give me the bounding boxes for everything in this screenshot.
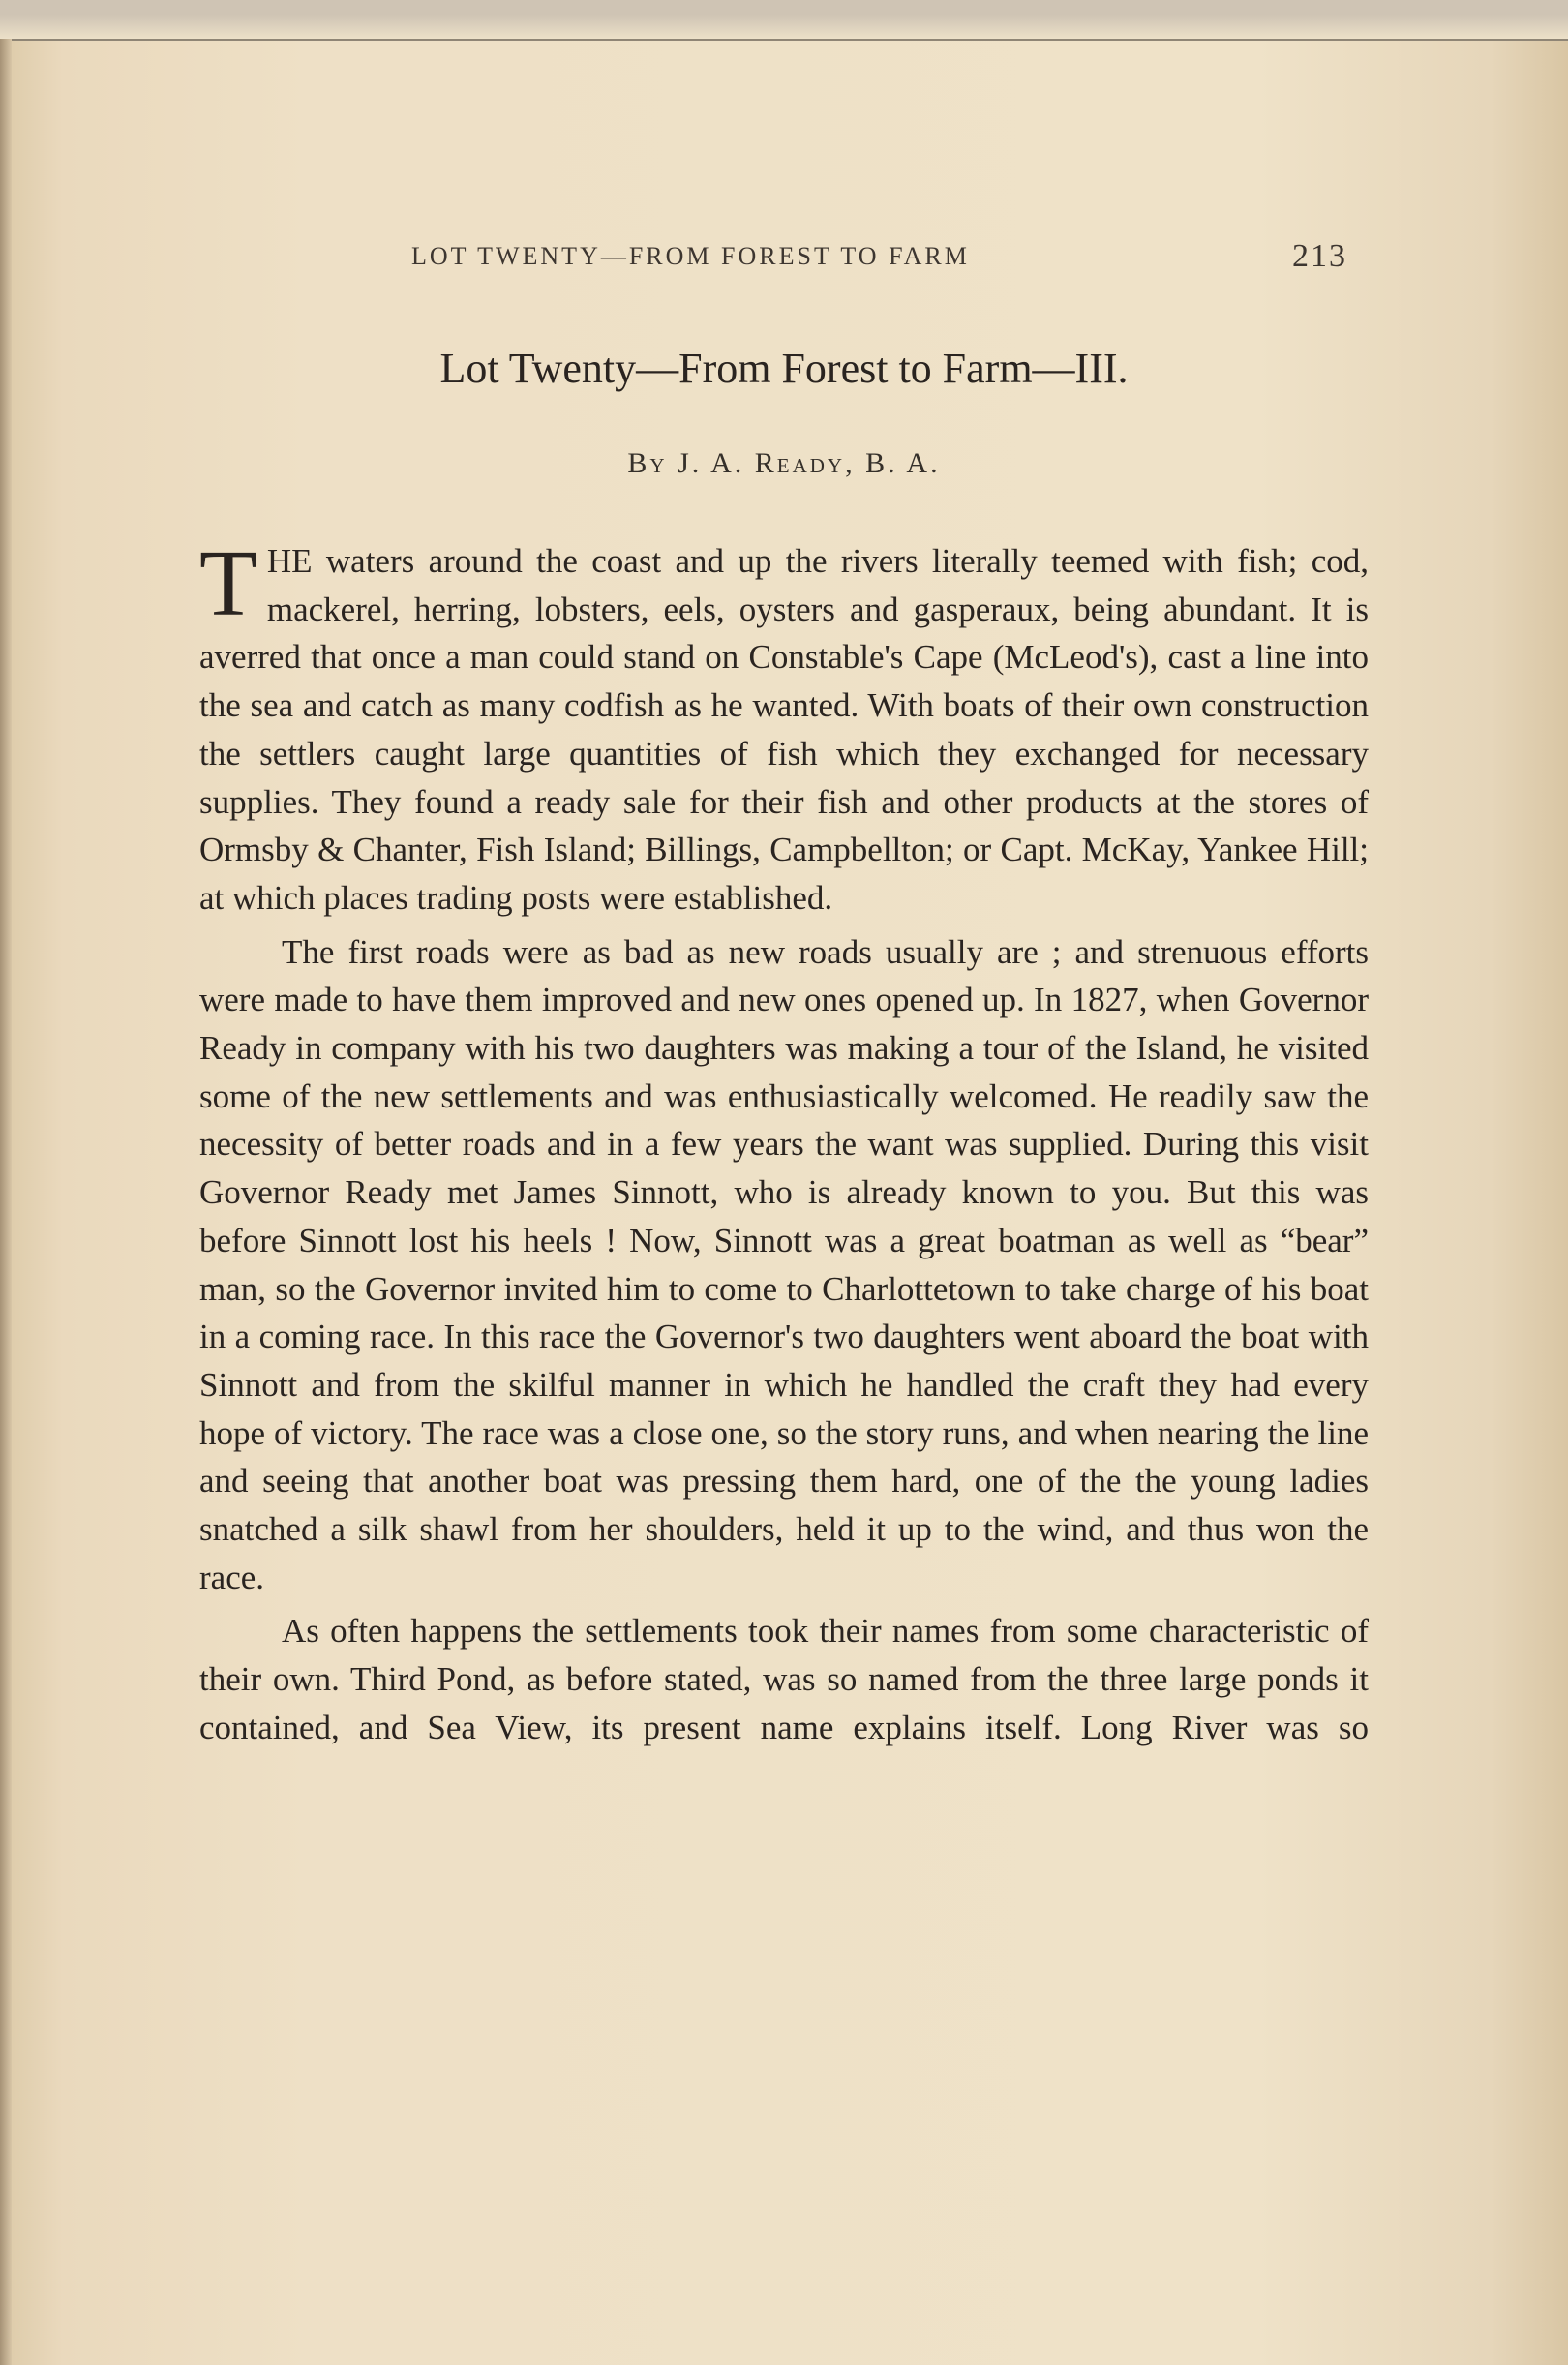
paragraph-2: The first roads were as bad as new roads usually are ; and strenuous efforts were made to have them improved and new ones opened up. In 1827, when Governor Ready in company with his two daughters was making a tour of the Island, he visited some of the new settlements and was enthusiastically welcomed. He readily saw the necessity of better roads and in a few years the want was supplied. During this visit Governor Ready met James Sinnott, who is already known to you. But this was before Sinnott lost his heels ! Now, Sinnott was a great boatman as well as “bear” man, so the Governor invited him to come to Charlottetown to take charge of his boat in a coming race. In this race the Governor's two daughters went aboard the boat with Sinnott and from the skilful manner in which he handled the craft they had every hope of victory. The race was a close one, so the story runs, and when nearing the line and seeing that another boat was pressing them hard, one of the the young ladies snatched a silk shawl from her shoulders, held it up to the wind, and thus won the race.	[199, 932, 1369, 1596]
byline-author: J. A. Ready, B. A.	[678, 447, 941, 479]
binding-edge	[0, 39, 12, 2365]
article-title: Lot Twenty—From Forest to Farm—III.	[439, 345, 1129, 392]
running-title: LOT TWENTY—FROM FOREST TO FARM	[411, 242, 970, 270]
byline-prefix: By	[627, 447, 668, 479]
byline	[194, 447, 1374, 480]
drop-cap: T	[199, 531, 257, 636]
paragraph-1-text: HE waters around the coast and up the rivers literally teemed with fish; cod, mackerel, herring, lobsters, eels, oysters and gasperaux, being abundant. It is averred that once a man could stand on Constable's Cape (McLeod's), cast a line into the sea and catch as many codfish as he wanted. With boats of their own construction the settlers caught large quantities of fish which they exchanged for necessary supplies. They found a ready sale for their fish and other products at the stores of Ormsby & Chanter, Fish Island; Billings, Campbellton; or Capt. McKay, Yankee Hill; at which places trading posts were established.	[199, 542, 1369, 917]
running-head	[411, 238, 1379, 281]
article-body	[199, 531, 1369, 1758]
page-top-edge	[0, 0, 1568, 41]
paragraph-1	[199, 531, 1369, 923]
page-number: 213	[1292, 238, 1347, 274]
paragraph-3: As often happens the settlements took their names from some characteristic of their own. Third Pond, as before stated, was so named from the three large ponds it contained, and Sea View, its present name explains itself. Long River was so	[199, 1612, 1369, 1746]
